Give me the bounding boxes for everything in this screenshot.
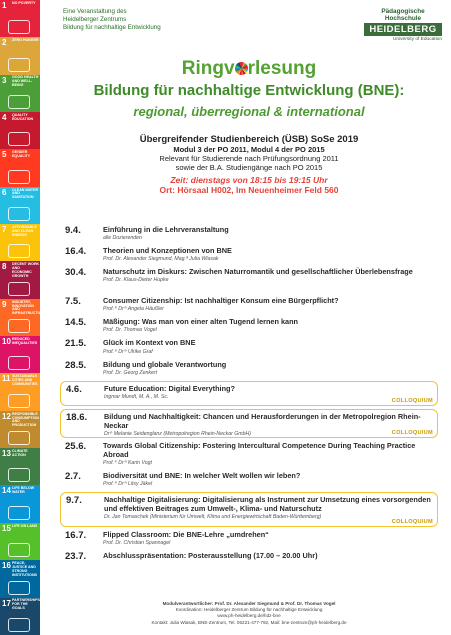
- sdg-tile: [0, 598, 40, 635]
- sdg-tile: [0, 37, 40, 74]
- program-date: 21.5.: [65, 338, 87, 350]
- sdg-number: 11: [2, 374, 11, 384]
- title-part-1: Ringv: [181, 58, 235, 79]
- program-content: [103, 551, 438, 565]
- sdg-number: 3: [2, 75, 7, 85]
- program-date: 30.4.: [65, 267, 87, 279]
- sdg-goal-icon: [8, 506, 30, 520]
- info-heading: Übergreifender Studienbereich (ÜSB) SoSe 2019: [139, 134, 359, 145]
- colloquium-badge: COLLOQUIUM: [391, 397, 433, 404]
- program-date: 2.7.: [65, 471, 81, 483]
- sdg-label: CLEAN WATER AND SANITATION: [12, 187, 39, 200]
- program-date: 25.6.: [65, 440, 87, 452]
- program-row: [60, 471, 438, 487]
- title-part-2: rlesung: [247, 58, 317, 79]
- program-title: Mäßigung: Was man von einer alten Tugend lernen kann: [103, 317, 299, 327]
- sdg-tile: [0, 149, 40, 186]
- sdg-label: LIFE BELOW WATER: [12, 486, 35, 495]
- sdg-number: 1: [2, 1, 7, 10]
- program-speaker: Prof.ⁱⁿ Drⁱⁿ Karin Vogt: [103, 460, 152, 467]
- program-row: [60, 225, 438, 241]
- program-content: [104, 412, 437, 437]
- sdg-goal-icon: [8, 618, 30, 632]
- sdg-goal-icon: [8, 20, 30, 34]
- sdg-number: 7: [2, 225, 7, 235]
- sdg-tile: [0, 373, 40, 410]
- program-speaker: Prof. Dr. Christian Spannagel: [103, 540, 171, 547]
- sdg-sidebar: [0, 0, 46, 635]
- program-content: [104, 384, 437, 405]
- sdg-number: 14: [2, 486, 11, 496]
- program-content: [103, 338, 438, 354]
- program-content: [103, 225, 438, 241]
- program-date: 28.5.: [65, 359, 87, 371]
- sdg-tile: [0, 261, 40, 298]
- sdg-goal-icon: [8, 170, 30, 184]
- sdg-label: REDUCED INEQUALITIES: [12, 336, 38, 345]
- sdg-number: 4: [2, 113, 7, 123]
- subtitle: Bildung für nachhaltige Entwicklung (BNE):: [93, 82, 405, 99]
- sdg-number: 8: [2, 262, 7, 272]
- footer-line-2: Koordination: Heidelberger Zentrum Bildung für nachhaltige Entwicklung: [175, 607, 323, 613]
- info-modul: Modul 3 der PO 2011, Modul 4 der PO 2015: [173, 145, 325, 154]
- program-title: Einführung in die Lehrveranstaltung: [103, 225, 229, 234]
- subtitle-italic: regional, überregional & international: [133, 104, 365, 119]
- sdg-tile: [0, 187, 40, 224]
- sdg-number: 16: [2, 561, 11, 571]
- sdg-goal-icon: [8, 431, 30, 445]
- program-title: Consumer Citizenship: Ist nachhaltiger Konsum eine Bürgerpflicht?: [103, 296, 339, 306]
- program-content: [103, 360, 438, 376]
- sdg-label: AFFORDABLE AND CLEAN ENERGY: [12, 224, 37, 237]
- colloquium-badge: COLLOQUIUM: [391, 519, 433, 526]
- sdg-goal-icon: [8, 581, 30, 595]
- organizer-line-2: Heidelberger Zentrums: [63, 16, 127, 24]
- program-speaker: Prof.ⁱⁿ Drⁱⁿ Ulrike Graf: [103, 348, 153, 355]
- program-row: [60, 317, 438, 333]
- program-date: 14.5.: [65, 317, 87, 329]
- info-relevant-1: Relevant für Studierende nach Prüfungsordnung 2011: [159, 154, 339, 163]
- organizer-line-1: Eine Veranstaltung des: [63, 8, 127, 15]
- program-row: [60, 492, 438, 527]
- program-date: 23.7.: [65, 551, 87, 563]
- sdg-label: QUALITY EDUCATION: [12, 112, 34, 121]
- sdg-label: PEACE, JUSTICE AND STRONG INSTITUTIONS: [12, 560, 37, 577]
- program-title: Abschlusspräsentation: Posterausstellung (17.00 – 20.00 Uhr): [103, 551, 318, 561]
- footer-line-4: Kontakt: Julia Wlasak, BNE-Zentrum, Tel. 06221-477-792, Mail: bne-zentrum@ph-heidelberg.de: [151, 619, 347, 625]
- program-speaker: Dr. Jan Tomaschek (Ministerium für Umwelt, Klima und Energiewirtschaft Baden-Württemberg): [104, 514, 322, 521]
- organizer-text: [63, 8, 161, 32]
- sdg-tile: [0, 523, 40, 560]
- sdg-label: INDUSTRY, INNOVATION AND INFRASTRUCTURE: [12, 299, 46, 316]
- program-list: [60, 225, 438, 570]
- sdg-tile: [0, 560, 40, 597]
- program-content: [103, 246, 438, 262]
- sdg-goal-icon: [8, 394, 30, 408]
- sdg-tile: [0, 75, 40, 112]
- program-content: [103, 267, 438, 291]
- program-content: [103, 441, 438, 466]
- program-title: Bildung und globale Verantwortung: [103, 359, 227, 369]
- sdg-goal-icon: [8, 58, 30, 72]
- sdg-number: 5: [2, 150, 7, 160]
- program-title: Towards Global Citizenship: Fostering Intercultural Competence During Teaching Practice Abroad: [103, 440, 416, 459]
- program-row: [60, 338, 438, 354]
- program-row: [60, 551, 438, 565]
- program-content: [103, 530, 438, 546]
- sdg-number: 9: [2, 299, 7, 309]
- sdg-label: RESPONSIBLE CONSUMPTION AND PRODUCTION: [12, 411, 39, 428]
- program-title: Naturschutz im Diskurs: Zwischen Naturromantik und gesellschaftlicher Überlebensfrage: [103, 267, 413, 277]
- program-title: Glück im Kontext von BNE: [103, 338, 196, 348]
- program-row: [60, 360, 438, 376]
- program-row: [60, 530, 438, 546]
- sdg-goal-icon: [8, 282, 30, 296]
- sdg-label: ZERO HUNGER: [12, 38, 39, 43]
- program-row: [60, 441, 438, 466]
- program-row: [60, 296, 438, 312]
- program-date: 9.7.: [66, 495, 82, 507]
- program-date: 18.6.: [66, 411, 88, 423]
- sdg-label: GOOD HEALTH AND WELL-BEING: [12, 75, 39, 88]
- program-speaker: Ingmar Mundt, M. A., M. Sc.: [104, 393, 169, 400]
- sdg-tile: [0, 0, 40, 37]
- program-date: 4.6.: [66, 383, 82, 395]
- sdg-tile: [0, 299, 46, 336]
- program-speaker: Prof. Dr. Thomas Vogel: [103, 327, 157, 334]
- sdg-tile: [0, 411, 40, 448]
- sdg-tile: [0, 112, 40, 149]
- program-speaker: Prof. Dr. Georg Zenkert: [103, 369, 158, 376]
- colloquium-badge: COLLOQUIUM: [391, 429, 433, 436]
- program-date: 9.4.: [65, 225, 81, 236]
- sdg-goal-icon: [8, 356, 30, 370]
- program-speaker: Prof.ⁱⁿ Drⁱⁿ Litsy Jäkel: [103, 481, 153, 488]
- sdg-goal-icon: [8, 319, 30, 333]
- sdg-tile: [0, 485, 40, 522]
- logo-line-3: University of Education: [392, 37, 442, 42]
- sdg-number: 17: [2, 598, 11, 608]
- program-title: Future Education: Digital Everything?: [104, 383, 235, 393]
- sdg-label: LIFE ON LAND: [12, 523, 38, 528]
- sdg-label: SUSTAINABLE CITIES AND COMMUNITIES: [12, 374, 38, 387]
- info-relevant-2: sowie der B.A. Studiengänge nach PO 2015: [175, 163, 323, 172]
- sdg-number: 10: [2, 337, 11, 347]
- sdg-number: 15: [2, 523, 11, 533]
- info-ort: Ort: Hörsaal H002, Im Neuenheimer Feld 560: [159, 185, 339, 195]
- program-speaker: Drⁱⁿ Melanie Seidenglanz (Metropolregion Rhein-Neckar GmbH): [104, 430, 251, 437]
- university-logo: [364, 8, 442, 42]
- sdg-goal-icon: [8, 95, 30, 109]
- organizer-line-3: Bildung für nachhaltige Entwicklung: [63, 24, 161, 32]
- sdg-number: 12: [2, 411, 11, 421]
- logo-line-2: HEIDELBERG: [364, 23, 442, 36]
- sdg-number: 6: [2, 187, 7, 197]
- program-title: Flipped Classroom: Die BNE-Lehre „umdrehen“: [103, 530, 269, 540]
- sdg-goal-icon: [8, 244, 30, 258]
- sdg-tile: [0, 224, 40, 261]
- program-speaker: Prof. Dr. Alexander Siegmund, Mag.ª Julia Wlasak: [103, 256, 219, 263]
- program-title: Bildung und Nachhaltigkeit: Chancen und Herausforderungen in der Metropolregion Rhein-Neckar: [104, 411, 421, 430]
- program-content: [103, 471, 438, 487]
- program-row: [60, 409, 438, 438]
- sdg-number: 2: [2, 38, 7, 48]
- footer-line-1: Modulverantwortlicher: Prof. Dr. Alexander Siegmund & Prof. Dr. Thomas Vogel: [162, 601, 336, 606]
- sdg-tile: [0, 448, 40, 485]
- sdg-goal-icon: [8, 207, 30, 221]
- program-speaker: alle Dozierenden: [103, 235, 142, 242]
- sdg-goal-icon: [8, 543, 30, 557]
- sdg-goal-icon: [8, 132, 30, 146]
- program-row: [60, 246, 438, 262]
- program-content: [104, 495, 437, 526]
- program-date: 16.4.: [65, 246, 87, 258]
- footer-line-3: www.ph-heidelberg.de/hdz-bne: [217, 613, 281, 619]
- program-content: [103, 296, 438, 312]
- program-speaker: Prof.ⁱⁿ Drⁱⁿ Angela Häußler: [103, 306, 164, 313]
- sdg-label: CLIMATE ACTION: [12, 448, 28, 457]
- sdg-number: 13: [2, 449, 11, 459]
- program-date: 7.5.: [65, 296, 81, 308]
- program-title: Biodiversität und BNE: In welcher Welt wollen wir leben?: [103, 471, 301, 481]
- program-speaker: Prof. Dr. Klaus-Dieter Hupke: [103, 277, 169, 284]
- program-row: [60, 267, 438, 291]
- info-zeit: Zeit: dienstags von 18:15 bis 19:15 Uhr: [170, 175, 328, 185]
- sdg-tile: [0, 336, 40, 373]
- logo-line-1: Pädagogische Hochschule: [381, 8, 425, 22]
- main-title: [60, 58, 438, 80]
- sdg-label: PARTNERSHIPS FOR THE GOALS: [12, 598, 40, 611]
- sdg-goal-icon: [8, 468, 30, 482]
- program-date: 16.7.: [65, 530, 87, 542]
- program-title: Theorien und Konzeptionen von BNE: [103, 246, 232, 256]
- sdg-wheel-icon: [235, 62, 248, 75]
- program-content: [103, 317, 438, 333]
- sdg-label: NO POVERTY: [12, 0, 36, 5]
- course-info: [60, 134, 438, 195]
- sdg-label: GENDER EQUALITY: [12, 150, 31, 159]
- footer: [60, 601, 438, 626]
- program-title: Nachhaltige Digitalisierung: Digitalisierung als Instrument zur Umsetzung eines vorsorgenden und effektiven Beitrages zum Umwelt-, Klima- und Naturschutz: [104, 495, 431, 514]
- sdg-label: DECENT WORK AND ECONOMIC GROWTH: [12, 262, 40, 279]
- program-row: [60, 381, 438, 406]
